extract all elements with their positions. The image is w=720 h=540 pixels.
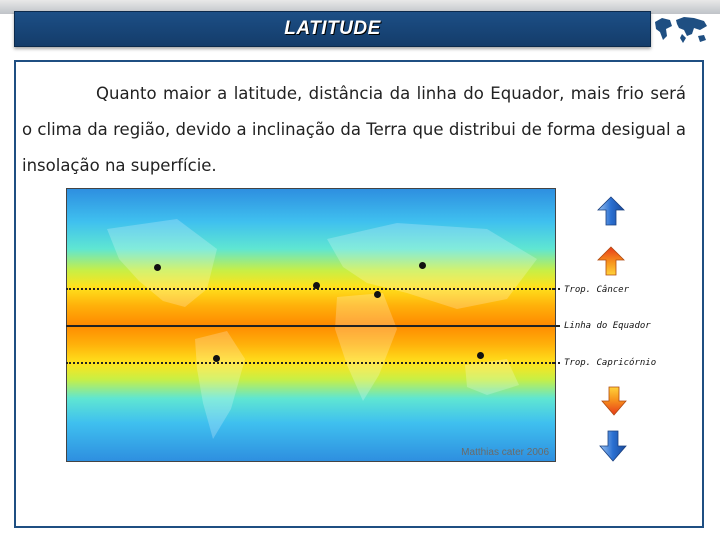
- arrow-down-warm-icon: [601, 386, 627, 416]
- equator-label: Linha do Equador: [564, 321, 651, 331]
- tropic-capricorn-line: [66, 362, 554, 364]
- page-title: LATITUDE: [284, 18, 381, 39]
- arrow-up-warm-icon: [597, 246, 625, 276]
- city-marker: [213, 355, 220, 362]
- tropic-cancer-label: Trop. Câncer: [564, 285, 630, 295]
- tropic-cancer-extension: [554, 288, 560, 290]
- arrow-up-blue-icon: [597, 196, 625, 226]
- equator-line: [66, 325, 554, 327]
- city-marker: [313, 282, 320, 289]
- title-bar: [14, 11, 651, 47]
- city-marker: [419, 262, 426, 269]
- city-marker: [154, 264, 161, 271]
- city-marker: [477, 352, 484, 359]
- world-map-icon: [652, 12, 710, 48]
- tropic-cancer-line: [66, 288, 554, 290]
- arrow-down-blue-icon: [599, 430, 627, 462]
- tropic-capricorn-label: Trop. Capricórnio: [564, 358, 657, 368]
- body-paragraph: Quanto maior a latitude, distância da linha do Equador, mais frio será o clima da região, devido a inclinação da Terra que distribui de forma desigual a insolação na superfície.: [22, 84, 686, 175]
- tropic-capricorn-extension: [554, 362, 560, 364]
- city-marker: [374, 291, 381, 298]
- map-watermark: Matthias cater 2006: [461, 447, 549, 458]
- equator-extension: [554, 325, 560, 327]
